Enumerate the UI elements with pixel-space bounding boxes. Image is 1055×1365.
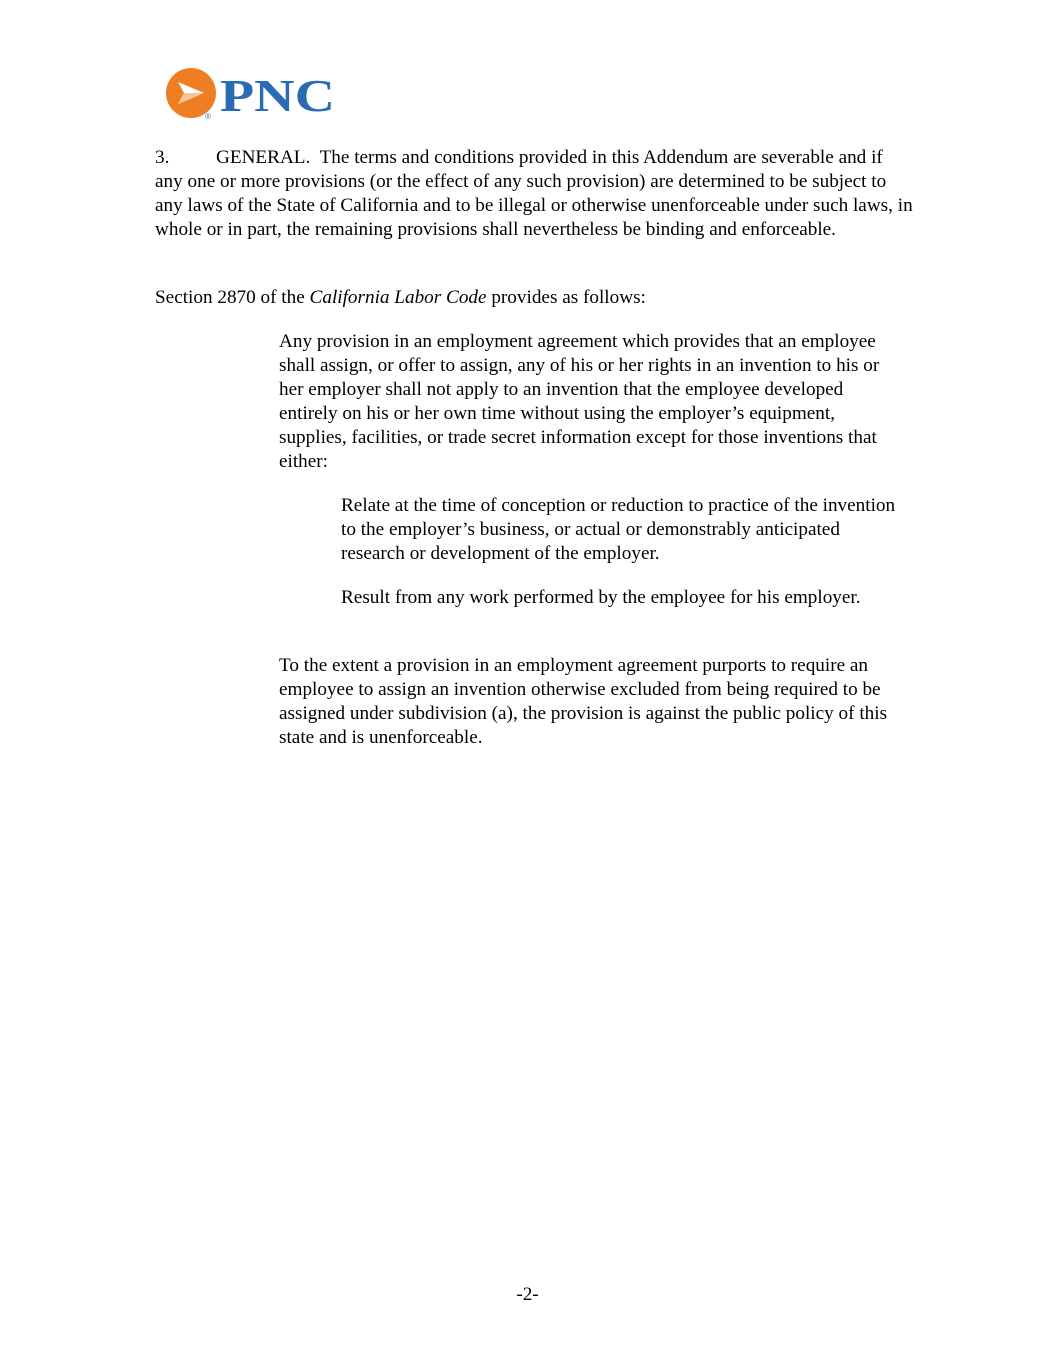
code-intro-prefix: Section 2870 of the bbox=[155, 287, 305, 308]
quote-closing-paragraph: To the extent a provision in an employment agreement purports to require an employee to assign an invention otherwise excluded from being required to be assigned under subdivision (a), the provision is against the public policy of this state and is unenforceable. bbox=[279, 655, 888, 748]
quote-subitem: Relate at the time of conception or reduction to practice of the invention to the employer’s business, or actual or demonstrably anticipated research or development of the employer. bbox=[341, 495, 896, 564]
quote-main-paragraph: Any provision in an employment agreement which provides that an employee shall assign, or offer to assign, any of his or her rights in an invention to his or her employer shall not apply to an invention that the employee developed entirely on his or her own time without using the employer’s equipment, supplies, facilities, or trade secret information except for those inventions that either: bbox=[279, 331, 880, 472]
code-intro-suffix: provides as follows: bbox=[491, 287, 646, 308]
pnc-logo bbox=[164, 66, 344, 122]
logo-text: PNC bbox=[220, 70, 335, 121]
code-intro-paragraph bbox=[155, 286, 915, 310]
section-text: The terms and conditions provided in this Addendum are severable and if any one or more provisions (or the effect of any such provision) are determined to be subject to any laws of the State of California and to be illegal or otherwise unenforceable under such laws, in whole or in part, the remaining provisions shall nevertheless be binding and enforceable. bbox=[155, 147, 913, 240]
section-number: 3. bbox=[155, 147, 170, 168]
section-3-paragraph bbox=[155, 146, 915, 242]
quote-subitem: Result from any work performed by the employee for his employer. bbox=[341, 587, 861, 608]
section-heading: GENERAL. bbox=[216, 147, 311, 168]
page-number: -2- bbox=[516, 1284, 539, 1305]
code-name: California Labor Code bbox=[309, 287, 487, 308]
registered-mark: ® bbox=[205, 112, 211, 121]
pnc-triangle-logo-icon bbox=[164, 66, 344, 122]
